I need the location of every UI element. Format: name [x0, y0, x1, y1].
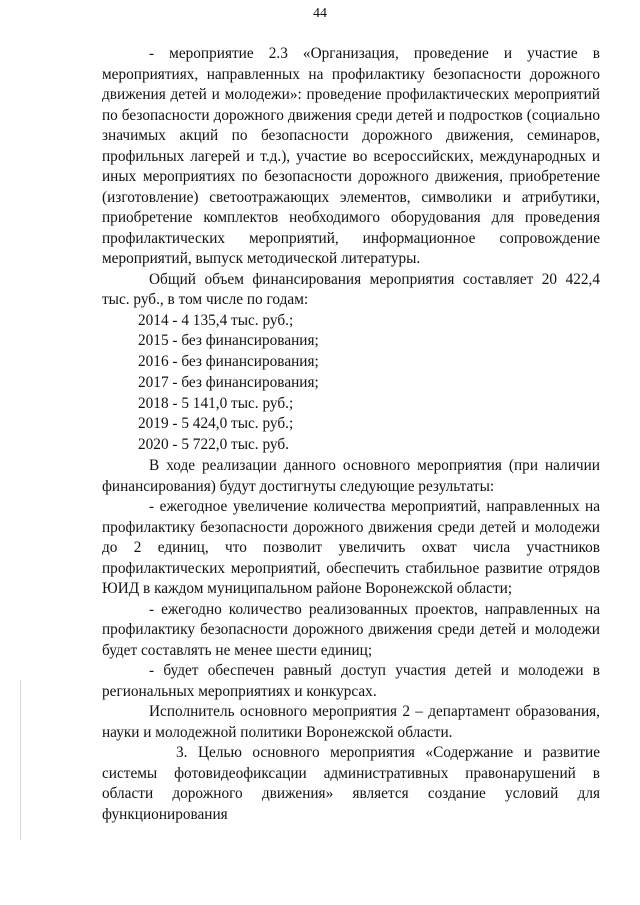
funding-year-item: 2018 - 5 141,0 тыс. руб.;	[138, 394, 294, 412]
result-item: - ежегодно количество реализованных проектов, направленных на профилактику безопасности дорожного движения среди детей и молодежи будет составлять не менее шести единиц;	[102, 600, 600, 659]
funding-by-year-list	[102, 311, 600, 457]
paragraph-measure-2-3: - мероприятие 2.3 «Организация, проведение и участие в мероприятиях, направленных на профилактику безопасности дорожного движения детей и молодежи»: проведение профилактических мероприятий по безопасности дорожного движения среди детей и подростков (социально значимых акций по безопасности дорожного движения, семинаров, профильных лагерей и т.д.), участие во всероссийских, международных и иных мероприятиях по безопасности дорожного движения, приобретение (изготовление) светоотражающих элементов, символики и атрибутики, приобретение комплектов необходимого оборудования для проведения профилактических мероприятий, информационное сопровождение мероприятий, выпуск методической литературы.	[102, 45, 600, 267]
funding-year-item: 2019 - 5 424,0 тыс. руб.;	[138, 415, 294, 433]
paragraph-results-intro: В ходе реализации данного основного мероприятия (при наличии финансирования) будут достигнуты следующие результаты:	[102, 457, 600, 495]
paragraph-measure-3: 3. Целью основного мероприятия «Содержание и развитие системы фотовидеофиксации административных правонарушений в области дорожного движения» является создание условий для функционирования	[102, 744, 600, 823]
funding-year-item: 2017 - без финансирования;	[138, 373, 319, 391]
paragraph-funding-total: Общий объем финансирования мероприятия составляет 20 422,4 тыс. руб., в том числе по годам:	[102, 270, 600, 308]
page-number: 44	[313, 6, 327, 21]
funding-year-item: 2020 - 5 722,0 тыс. руб.	[138, 436, 289, 454]
result-item: - будет обеспечен равный доступ участия детей и молодежи в региональных мероприятиях и конкурсах.	[102, 662, 600, 700]
document-body	[102, 44, 600, 825]
paragraph-executor: Исполнитель основного мероприятия 2 – департамент образования, науки и молодежной политики Воронежской области.	[102, 703, 600, 741]
result-item: - ежегодное увеличение количества мероприятий, направленных на профилактику безопасности дорожного движения среди детей и молодежи до 2 единиц, что позволит увеличить охват числа участников профилактических мероприятий, обеспечить стабильное развитие отрядов ЮИД в каждом муниципальном районе Воронежской области;	[102, 498, 600, 598]
funding-year-item: 2015 - без финансирования;	[138, 332, 319, 350]
scan-margin-line	[20, 680, 21, 840]
funding-year-item: 2014 - 4 135,4 тыс. руб.;	[138, 311, 294, 329]
funding-year-item: 2016 - без финансирования;	[138, 353, 319, 371]
